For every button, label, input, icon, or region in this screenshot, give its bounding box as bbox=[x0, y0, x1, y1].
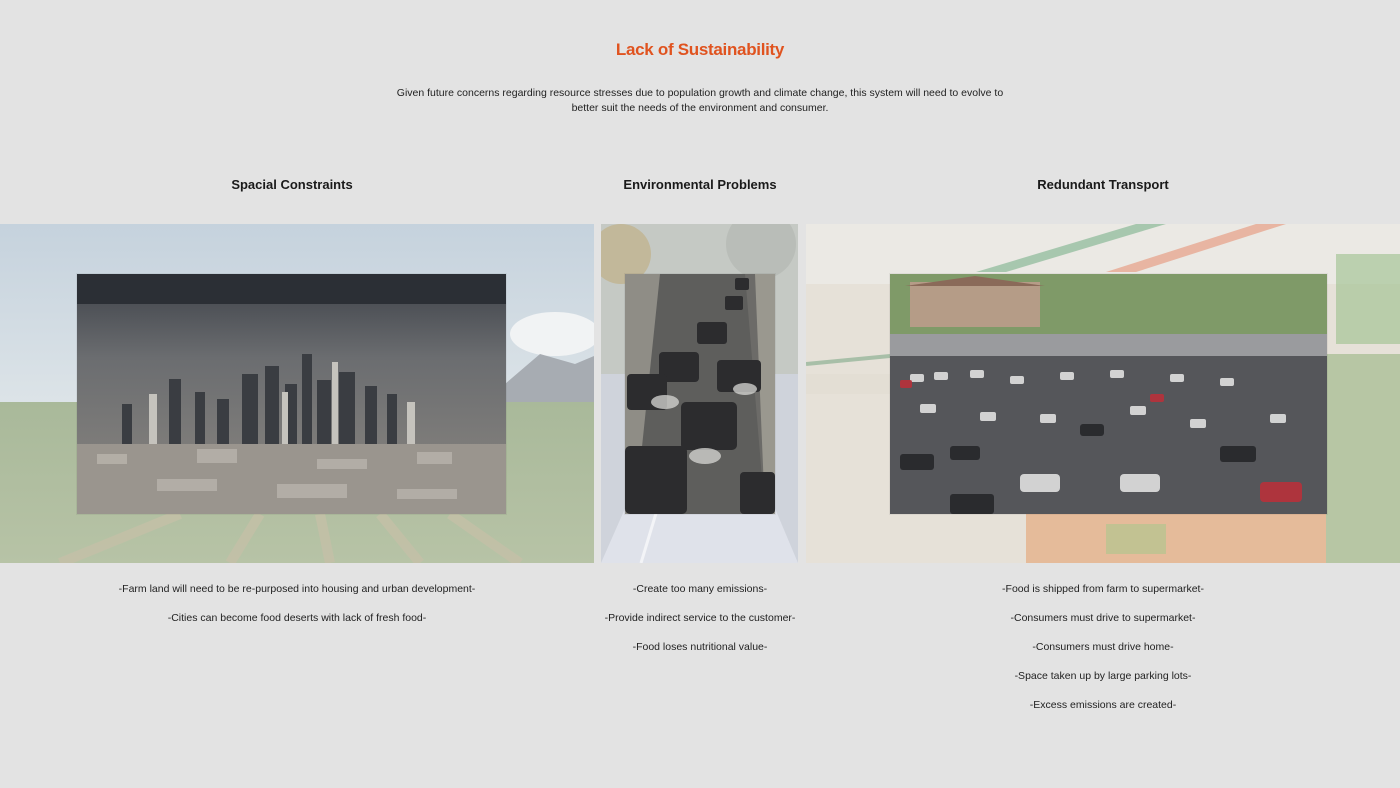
heading-spacial-constraints: Spacial Constraints bbox=[231, 177, 353, 192]
list-item: -Food loses nutritional value- bbox=[632, 641, 768, 653]
list-item: -Create too many emissions- bbox=[632, 583, 768, 595]
city-skyline-photo bbox=[77, 274, 506, 514]
intro-text: Given future concerns regarding resource stresses due to population growth and climate change, this system will need to evolve to better suit the needs of the environment and consumer. bbox=[396, 87, 1004, 114]
list-item: -Farm land will need to be re-purposed into housing and urban development- bbox=[118, 583, 476, 595]
parking-lot-photo bbox=[890, 274, 1327, 514]
list-item: -Cities can become food deserts with lack of fresh food- bbox=[167, 612, 427, 624]
bullets-spacial-constraints bbox=[0, 582, 594, 640]
traffic-emissions-photo bbox=[625, 274, 775, 514]
heading-redundant-transport: Redundant Transport bbox=[1037, 177, 1169, 192]
list-item: -Excess emissions are created- bbox=[1029, 699, 1177, 711]
list-item: -Food is shipped from farm to supermarket- bbox=[1002, 583, 1204, 595]
page-title: Lack of Sustainability bbox=[615, 40, 785, 59]
list-item: -Space taken up by large parking lots- bbox=[1014, 670, 1192, 682]
bullets-environmental-problems bbox=[600, 582, 800, 669]
heading-environmental-problems: Environmental Problems bbox=[623, 177, 777, 192]
bullets-redundant-transport bbox=[806, 582, 1400, 727]
list-item: -Consumers must drive home- bbox=[1032, 641, 1174, 653]
list-item: -Consumers must drive to supermarket- bbox=[1010, 612, 1196, 624]
list-item: -Provide indirect service to the customer- bbox=[604, 612, 796, 624]
